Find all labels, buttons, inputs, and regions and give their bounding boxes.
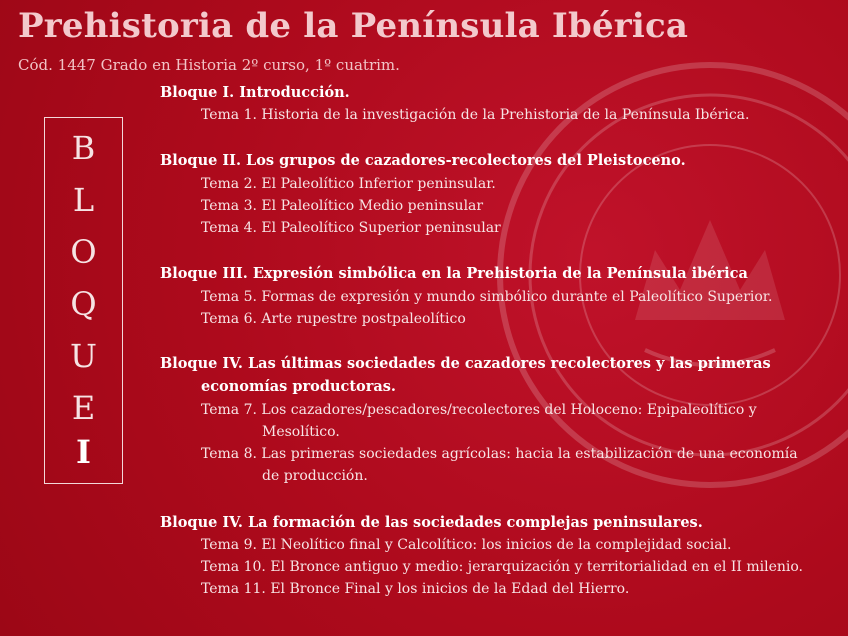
block-title: Bloque I. Introducción. — [160, 84, 350, 101]
tema-item: Tema 5. Formas de expresión y mundo simbólico durante el Paleolítico Superior. — [201, 289, 773, 305]
block-title: Bloque III. Expresión simbólica en la Prehistoria de la Península ibérica — [160, 265, 748, 282]
sidebar-letter: U — [70, 337, 97, 375]
sidebar-letter: L — [72, 181, 95, 219]
sidebar-letter: Q — [70, 285, 97, 323]
tema-item: Tema 10. El Bronce antiguo y medio: jerarquización y territorialidad en el II milenio. — [201, 559, 803, 575]
bloque-sidebar — [44, 117, 123, 484]
block-title: Bloque IV. Las últimas sociedades de cazadores recolectores y las primeras — [160, 355, 771, 372]
tema-item: Tema 3. El Paleolítico Medio peninsular — [201, 198, 484, 214]
block-title-continuation: economías productoras. — [201, 378, 396, 395]
block-title: Bloque IV. La formación de las sociedades complejas peninsulares. — [160, 514, 703, 531]
tema-item: Tema 2. El Paleolítico Inferior peninsular. — [201, 176, 496, 192]
tema-item: Tema 11. El Bronce Final y los inicios de la Edad del Hierro. — [201, 581, 630, 597]
page-title: Prehistoria de la Península Ibérica — [18, 6, 689, 46]
tema-item: Tema 8. Las primeras sociedades agrícolas: hacia la estabilización de una economía — [201, 446, 798, 462]
tema-item: Tema 6. Arte rupestre postpaleolítico — [201, 311, 466, 327]
tema-item: Tema 4. El Paleolítico Superior peninsular — [201, 220, 501, 236]
tema-item-continuation: Mesolítico. — [262, 424, 340, 440]
tema-item: Tema 1. Historia de la investigación de la Prehistoria de la Península Ibérica. — [201, 107, 750, 123]
tema-item: Tema 7. Los cazadores/pescadores/recolectores del Holoceno: Epipaleolítico y — [201, 402, 757, 418]
sidebar-letter: I — [76, 433, 91, 471]
sidebar-letter: O — [70, 233, 97, 271]
course-subtitle: Cód. 1447 Grado en Historia 2º curso, 1º cuatrim. — [18, 56, 400, 74]
tema-item: Tema 9. El Neolítico final y Calcolítico: los inicios de la complejidad social. — [201, 537, 732, 553]
sidebar-letter: E — [71, 389, 96, 427]
block-title: Bloque II. Los grupos de cazadores-recolectores del Pleistoceno. — [160, 152, 686, 169]
sidebar-letter: B — [71, 129, 96, 167]
tema-item-continuation: de producción. — [262, 468, 368, 484]
